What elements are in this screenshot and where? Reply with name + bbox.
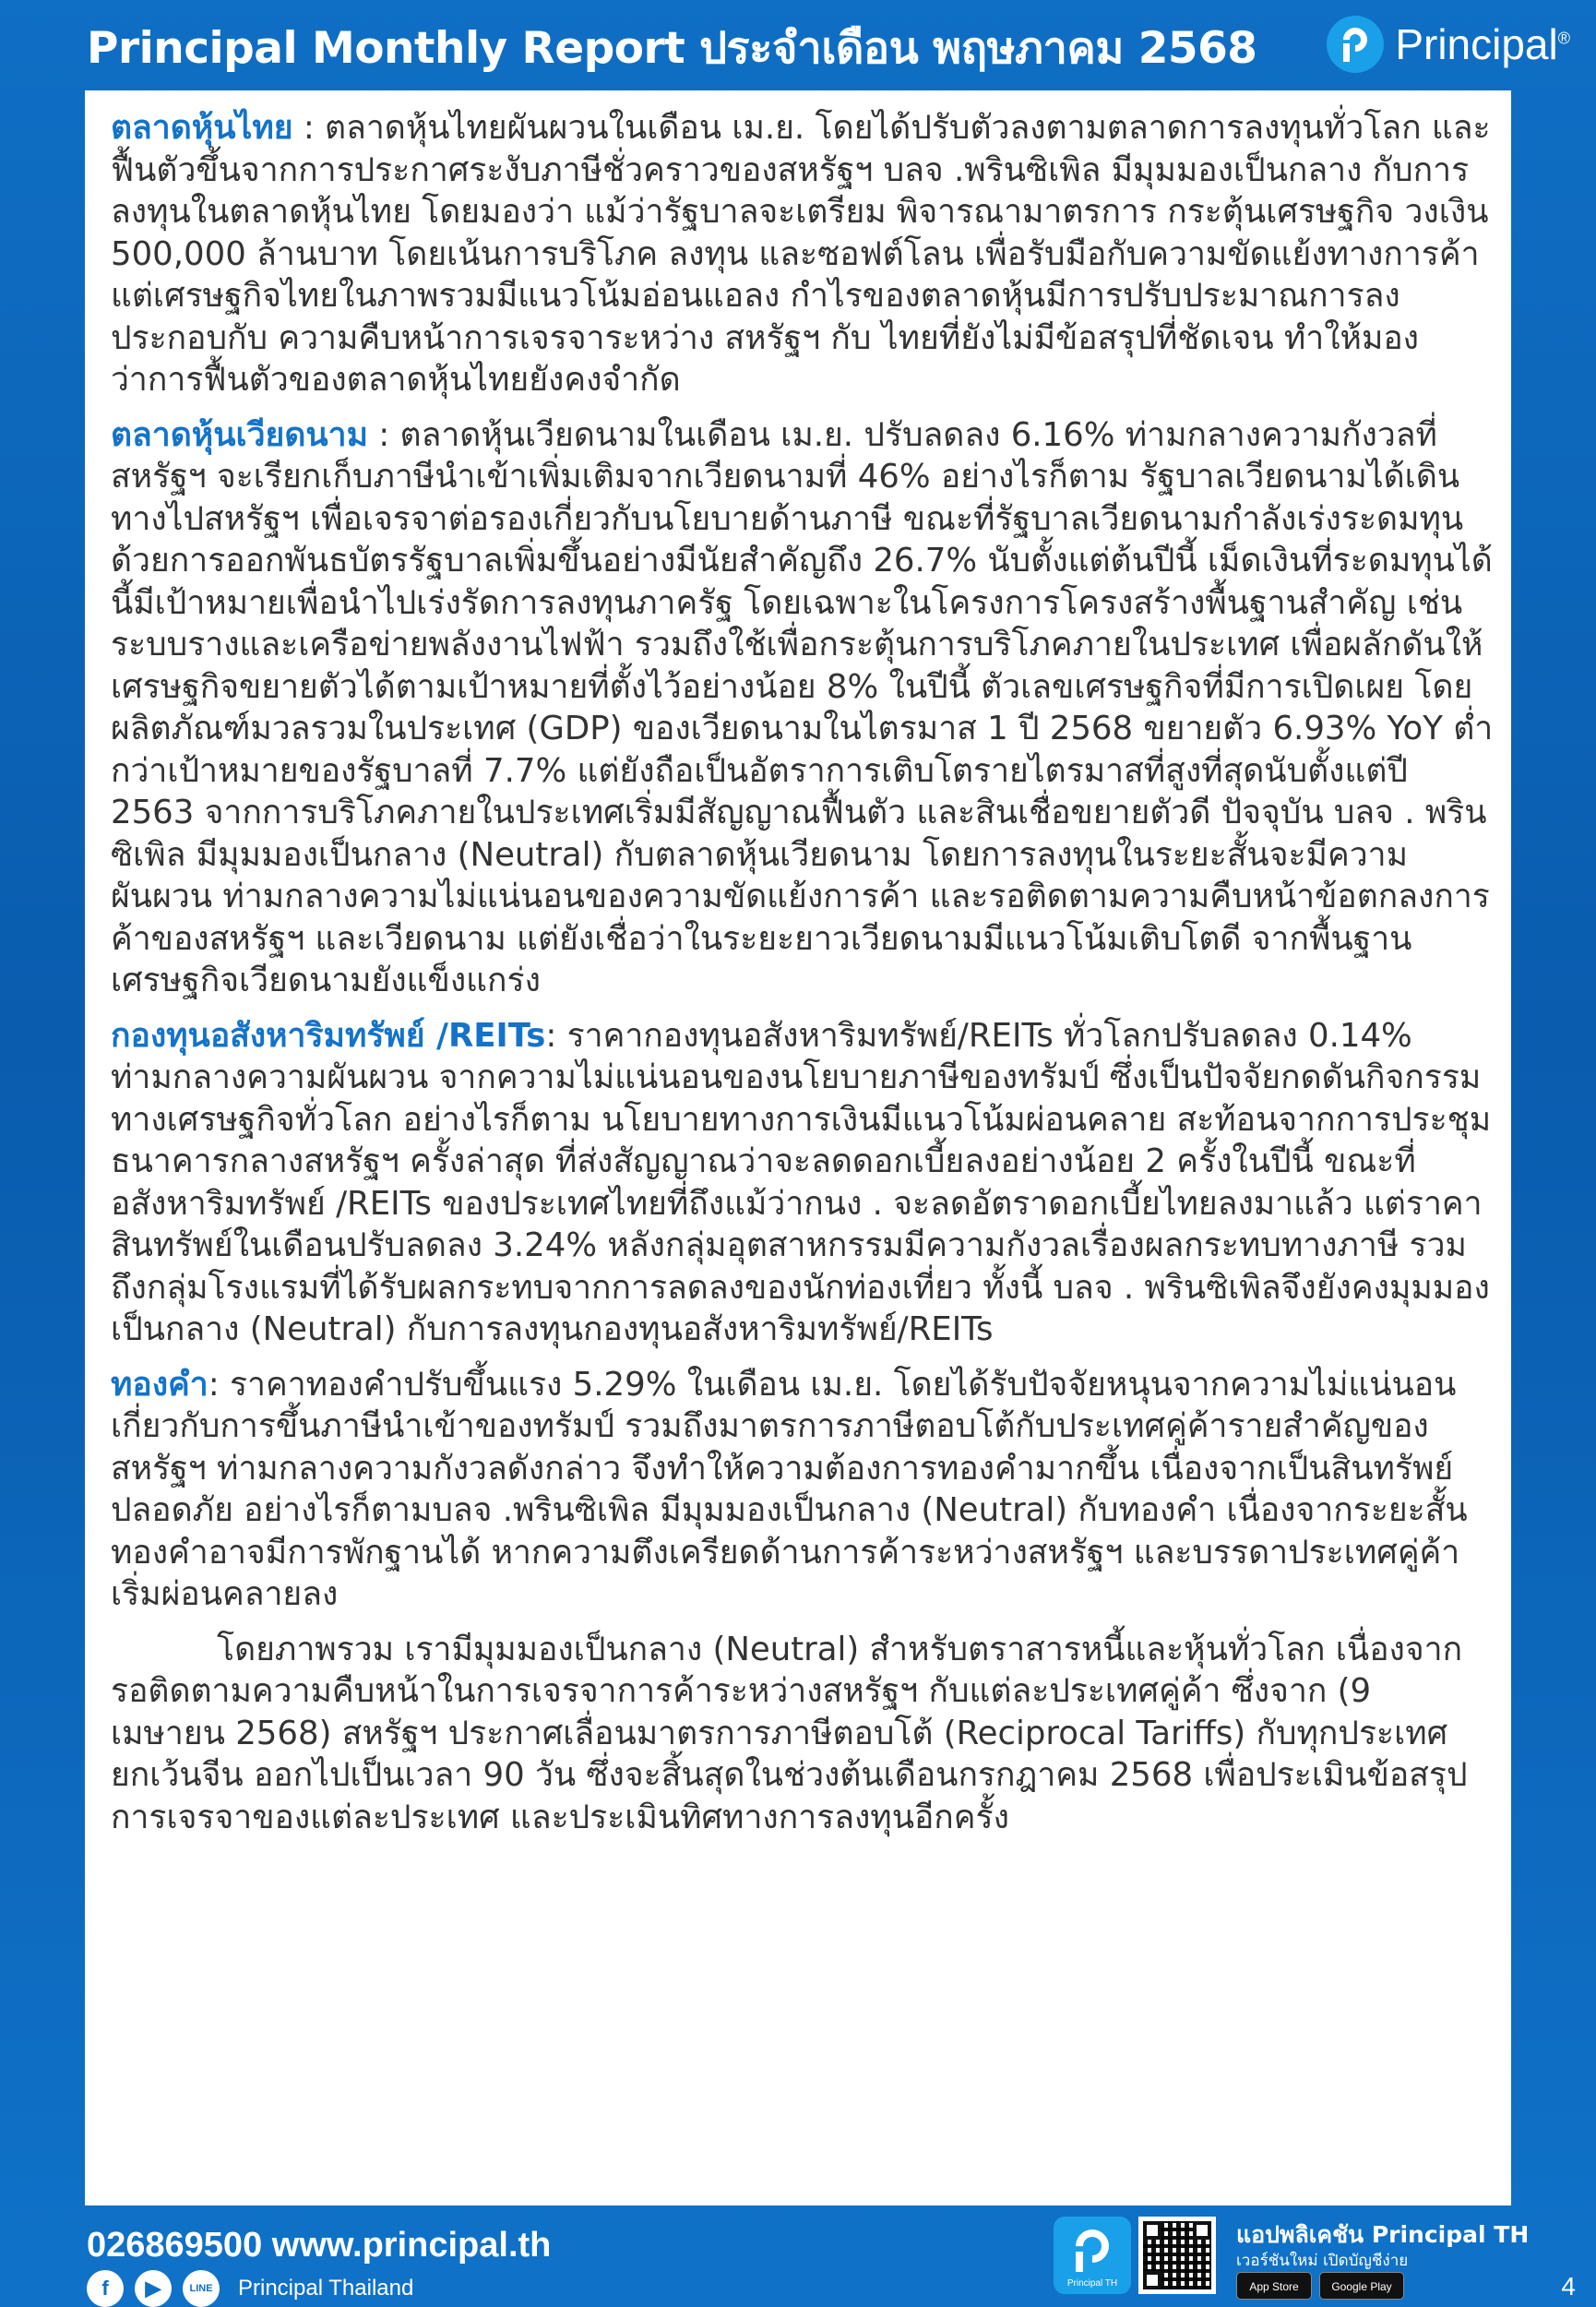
report-body [111,107,1495,1851]
content-panel [85,90,1511,2205]
brand-name: Principal® [1395,20,1570,68]
principal-app-icon[interactable]: Principal TH [1054,2217,1131,2294]
section-heading: ตลาดหุ้นเวียดนาม [111,415,368,454]
section-vietnam-stocks [111,414,1495,1002]
page-title: Principal Monthly Report ประจำเดือน พฤษภาคม 2568 [87,23,1257,74]
section-heading: กองทุนอสังหาริมทรัพย์ /REITs [111,1016,546,1055]
section-text: : ราคากองทุนอสังหาริมทรัพย์/REITs ทั่วโลกปรับลดลง 0.14% ท่ามกลางความผันผวน จากความไม่แน่นอนของนโยบายภาษีของทรัมป์ ซึ่งเป็นปัจจัยกดดันกิจกรรมทางเศรษฐกิจทั่วโลก อย่างไรก็ตาม นโยบายทางการเงินมีแนวโน้มผ่อนคลาย สะท้อนจากการประชุมธนาคารกลางสหรัฐฯ ครั้งล่าสุด ที่ส่งสัญญาณว่าจะลดดอกเบี้ยลงอย่างน้อย 2 ครั้งในปีนี้ ขณะที่อสังหาริมทรัพย์ /REITs ของประเทศไทยที่ถึงแม้ว่ากนง . จะลดอัตราดอกเบี้ยไทยลงมาแล้ว แต่ราคาสินทรัพย์ในเดือนปรับลดลง 3.24% หลังกลุ่มอุตสาหกรรมมีความกังวลเรื่องผลกระทบทางภาษี รวมถึงกลุ่มโรงแรมที่ได้รับผลกระทบจากการลดลงของนักท่องเที่ยว ทั้งนี้ บลจ . พรินซิเพิลจึงยังคงมุมมองเป็นกลาง (Neutral) กับการลงทุนกองทุนอสังหาริมทรัพย์/REITs [111,1016,1492,1348]
principal-logo [1327,15,1570,74]
section-text: : ตลาดหุ้นเวียดนามในเดือน เม.ย. ปรับลดลง 6.16% ท่ามกลางความกังวลที่สหรัฐฯ จะเรียกเก็บภาษีนำเข้าเพิ่มเติมจากเวียดนามที่ 46% อย่างไรก็ตาม รัฐบาลเวียดนามได้เดินทางไปสหรัฐฯ เพื่อเจรจาต่อรองเกี่ยวกับนโยบายด้านภาษี ขณะที่รัฐบาลเวียดนามกำลังเร่งระดมทุนด้วยการออกพันธบัตรรัฐบาลเพิ่มขึ้นอย่างมีนัยสำคัญถึง 26.7% นับตั้งแต่ต้นปีนี้ เม็ดเงินที่ระดมทุนได้นี้มีเป้าหมายเพื่อนำไปเร่งรัดการลงทุนภาครัฐ โดยเฉพาะในโครงการโครงสร้างพื้นฐานสำคัญ เช่น ระบบรางและเครือข่ายพลังงานไฟฟ้า รวมถึงใช้เพื่อกระตุ้นการบริโภคภายในประเทศ เพื่อผลักดันให้เศรษฐกิจขยายตัวได้ตามเป้าหมายที่ตั้งไว้อย่างน้อย 8% ในปีนี้ ตัวเลขเศรษฐกิจที่มีการเปิดเผย โดยผลิตภัณฑ์มวลรวมในประเทศ (GDP) ของเวียดนามในไตรมาส 1 ปี 2568 ขยายตัว 6.93% YoY ต่ำกว่าเป้าหมายของรัฐบาลที่ 7.7% แต่ยังถือเป็นอัตราการเติบโตรายไตรมาสที่สูงที่สุดนับตั้งแต่ปี 2563 จากการบริโภคภายในประเทศเริ่มมีสัญญาณฟื้นตัว และสินเชื่อขยายตัวดี ปัจจุบัน บลจ . พรินซิเพิล มีมุมมองเป็นกลาง (Neutral) กับตลาดหุ้นเวียดนาม โดยการลงทุนในระยะสั้นจะมีความผันผวน ท่ามกลางความไม่แน่นอนของความขัดแย้งการค้า และรอติดตามความคืบหน้าข้อตกลงการค้าของสหรัฐฯ และเวียดนาม แต่ยังเชื่อว่าในระยะยาวเวียดนามมีแนวโน้มเติบโตดี จากพื้นฐานเศรษฐกิจเวียดนามยังแข็งแกร่ง [111,415,1494,999]
qr-code [1138,2217,1216,2294]
summary-paragraph: โดยภาพรวม เรามีมุมมองเป็นกลาง (Neutral) สำหรับตราสารหนี้และหุ้นทั่วโลก เนื่องจาก รอติดตามความคืบหน้าในการเจรจาการค้าระหว่างสหรัฐฯ กับแต่ละประเทศคู่ค้า ซึ่งจาก (9 เมษายน 2568) สหรัฐฯ ประกาศเลื่อนมาตรการภาษีตอบโต้ (Reciprocal Tariffs) กับทุกประเทศ ยกเว้นจีน ออกไปเป็นเวลา 90 วัน ซึ่งจะสิ้นสุดในช่วงต้นเดือนกรกฎาคม 2568 เพื่อประเมินข้อสรุปการเจรจาของแต่ละประเทศ และประเมินทิศทางการลงทุนอีกครั้ง [111,1630,1468,1836]
section-text: : ตลาดหุ้นไทยผันผวนในเดือน เม.ย. โดยได้ปรับตัวลงตามตลาดการลงทุนทั่วโลก และฟื้นตัวขึ้นจากการประกาศระงับภาษีชั่วคราวของสหรัฐฯ บลจ .พรินซิเพิล มีมุมมองเป็นกลาง กับการลงทุนในตลาดหุ้นไทย โดยมองว่า แม้ว่ารัฐบาลจะเตรียม พิจารณามาตรการ กระตุ้นเศรษฐกิจ วงเงิน 500,000 ล้านบาท โดยเน้นการบริโภค ลงทุน และซอฟต์โลน เพื่อรับมือกับความขัดแย้งทางการค้า แต่เศรษฐกิจไทยในภาพรวมมีแนวโน้มอ่อนแอลง กำไรของตลาดหุ้นมีการปรับประมาณการลง ประกอบกับ ความคืบหน้าการเจรจาระหว่าง สหรัฐฯ กับ ไทยที่ยังไม่มีข้อสรุปที่ชัดเจน ทำให้มองว่าการฟื้นตัวของตลาดหุ้นไทยยังคงจำกัด [111,109,1491,399]
section-gold [111,1364,1495,1616]
google-play-badge[interactable]: Google Play [1319,2272,1404,2300]
app-store-badge[interactable]: App Store [1236,2272,1312,2300]
social-label: Principal Thailand [238,2276,414,2301]
contact-info[interactable]: 026869500 www.principal.th [87,2226,552,2265]
facebook-icon[interactable]: f [87,2270,124,2307]
app-subtitle: เวอร์ชันใหม่ เปิดบัญชีง่าย [1236,2252,1409,2270]
youtube-icon[interactable]: ▶ [135,2270,172,2307]
page-footer [0,2205,1596,2307]
app-title: แอปพลิเคชัน Principal TH [1236,2221,1530,2248]
page-header [0,0,1596,89]
section-thai-stocks [111,107,1495,401]
section-reits [111,1015,1495,1351]
line-icon[interactable]: LINE [183,2270,220,2307]
section-text: : ราคาทองคำปรับขึ้นแรง 5.29% ในเดือน เม.ย. โดยได้รับปัจจัยหนุนจากความไม่แน่นอนเกี่ยวกับการขึ้นภาษีนำเข้าของทรัมป์ รวมถึงมาตรการภาษีตอบโต้กับประเทศคู่ค้ารายสำคัญของสหรัฐฯ ท่ามกลางความกังวลดังกล่าว จึงทำให้ความต้องการทองคำมากขึ้น เนื่องจากเป็นสินทรัพย์ปลอดภัย อย่างไรก็ตามบลจ .พรินซิเพิล มีมุมมองเป็นกลาง (Neutral) กับทองคำ เนื่องจากระยะสั้นทองคำอาจมีการพักฐานได้ หากความตึงเครียดด้านการค้าระหว่างสหรัฐฯ และบรรดาประเทศคู่ค้าเริ่มผ่อนคลายลง [111,1365,1468,1613]
social-links [87,2270,413,2307]
page-number: 4 [1561,2272,1576,2301]
section-heading: ทองคำ [111,1365,208,1404]
section-heading: ตลาดหุ้นไทย [111,109,293,147]
principal-logo-icon [1327,16,1384,73]
